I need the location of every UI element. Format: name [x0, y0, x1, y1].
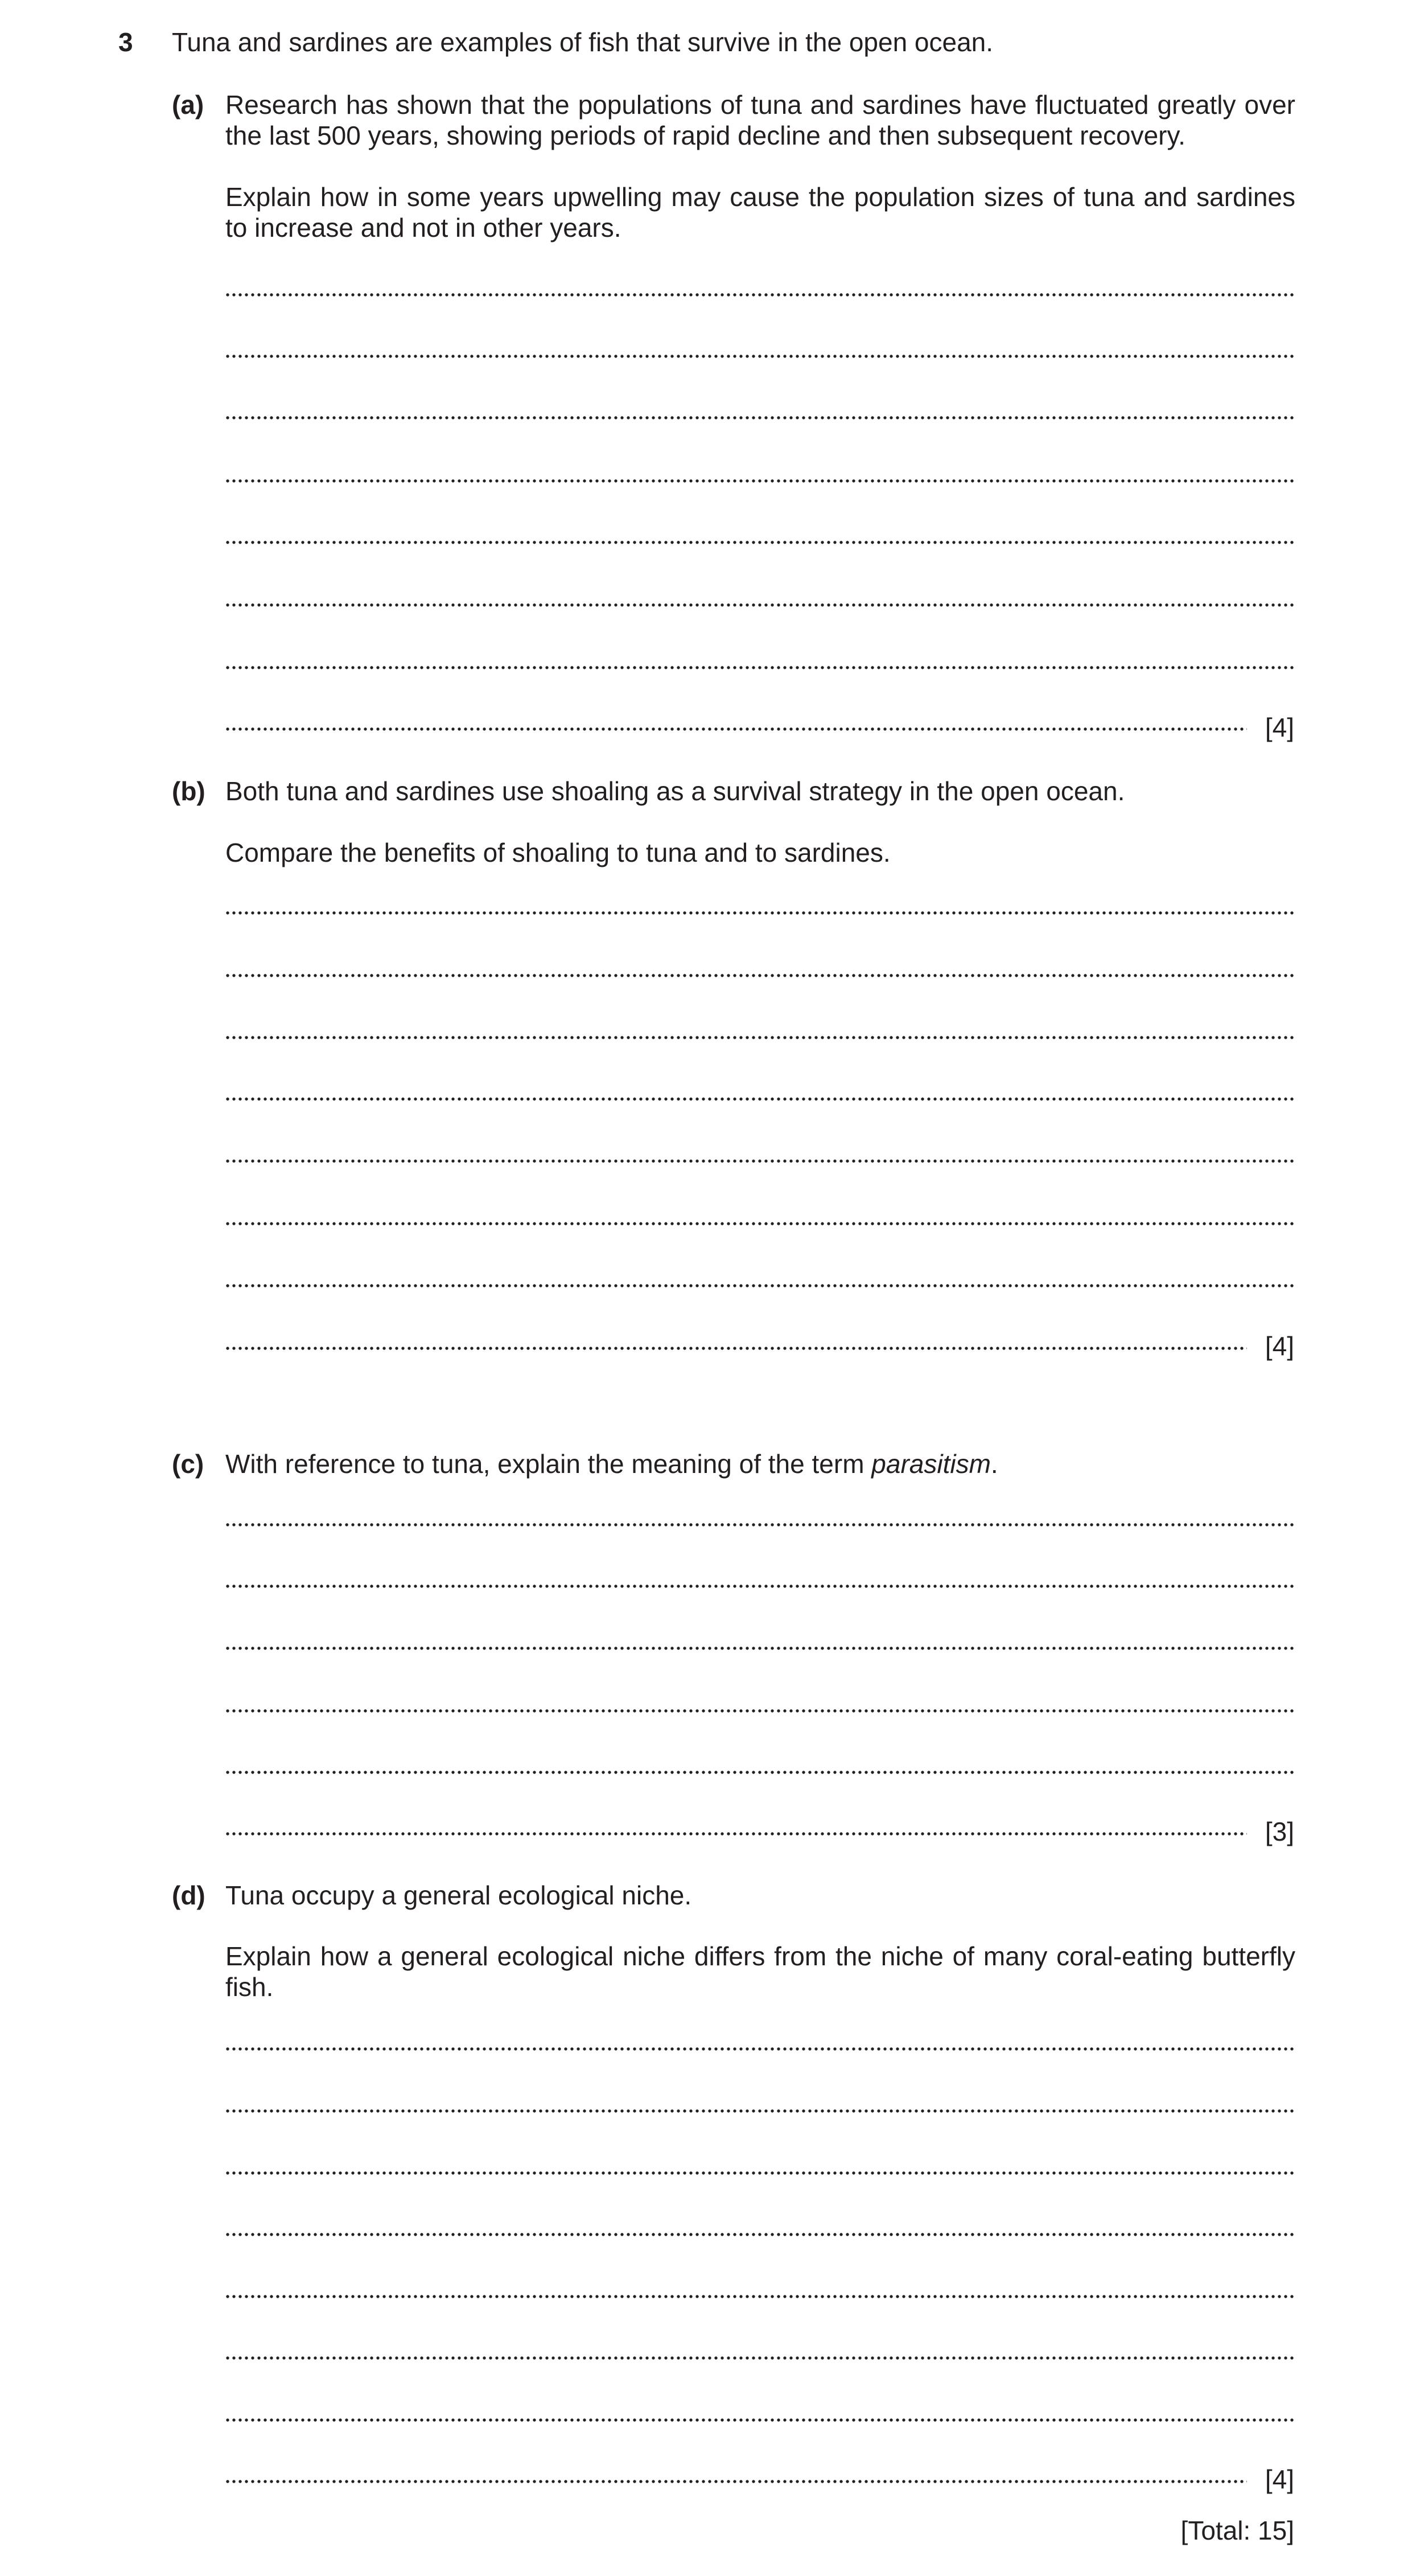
part-d-answer-line[interactable] — [226, 2480, 1247, 2483]
part-d-question: Explain how a general ecological niche differs from the niche of many coral-eating butterfly fish. — [225, 1941, 1295, 2002]
part-b-answer-line[interactable] — [226, 1159, 1294, 1163]
part-d-answer-line[interactable] — [226, 2171, 1294, 2175]
part-b-answer-line[interactable] — [226, 911, 1294, 915]
part-b-label: (b) — [172, 776, 205, 806]
part-d-answer-line[interactable] — [226, 2295, 1294, 2298]
part-b-answer-line[interactable] — [226, 1347, 1247, 1350]
part-d-label: (d) — [172, 1880, 205, 1910]
part-c-answer-line[interactable] — [226, 1585, 1294, 1588]
part-a-label: (a) — [172, 90, 204, 120]
part-a-marks: [4] — [1265, 713, 1294, 742]
question-total: [Total: 15] — [1180, 2516, 1294, 2545]
part-d-marks: [4] — [1265, 2464, 1294, 2494]
part-a-answer-line[interactable] — [226, 416, 1294, 419]
part-a-question: Explain how in some years upwelling may cause the population sizes of tuna and sardines to increase and not in other years. — [225, 182, 1295, 242]
part-a-intro: Research has shown that the populations of tuna and sardines have fluctuated greatly over the last 500 years, showing periods of rapid decline and then subsequent recovery. — [225, 90, 1295, 150]
part-a-answer-line[interactable] — [226, 479, 1294, 483]
part-b-answer-line[interactable] — [226, 1222, 1294, 1225]
part-b-intro: Both tuna and sardines use shoaling as a survival strategy in the open ocean. — [225, 776, 1125, 806]
part-d-intro: Tuna occupy a general ecological niche. — [225, 1880, 692, 1910]
part-c-question-text: With reference to tuna, explain the meaning of the term — [225, 1449, 872, 1479]
part-c-marks: [3] — [1265, 1817, 1294, 1846]
part-d-answer-line[interactable] — [226, 2418, 1294, 2422]
part-b-answer-line[interactable] — [226, 1284, 1294, 1287]
part-a-answer-line[interactable] — [226, 541, 1294, 544]
part-c-question — [225, 1449, 1295, 1479]
part-b-question: Compare the benefits of shoaling to tuna and to sardines. — [225, 838, 891, 867]
part-a-answer-line[interactable] — [226, 355, 1294, 358]
part-a-answer-line[interactable] — [226, 727, 1247, 731]
part-c-question-end: . — [990, 1449, 998, 1479]
part-c-answer-line[interactable] — [226, 1832, 1247, 1836]
question-number: 3 — [118, 27, 133, 57]
part-c-answer-line[interactable] — [226, 1523, 1294, 1526]
part-a-answer-line[interactable] — [226, 666, 1294, 669]
part-b-answer-line[interactable] — [226, 1036, 1294, 1039]
part-a-answer-line[interactable] — [226, 293, 1294, 297]
part-a-answer-line[interactable] — [226, 603, 1294, 607]
part-b-answer-line[interactable] — [226, 974, 1294, 977]
part-d-answer-line[interactable] — [226, 2047, 1294, 2051]
part-d-answer-line[interactable] — [226, 2109, 1294, 2113]
part-c-term: parasitism — [871, 1449, 991, 1479]
part-c-answer-line[interactable] — [226, 1647, 1294, 1650]
part-c-answer-line[interactable] — [226, 1709, 1294, 1713]
part-d-answer-line[interactable] — [226, 2356, 1294, 2360]
part-b-marks: [4] — [1265, 1331, 1294, 1361]
part-b-answer-line[interactable] — [226, 1097, 1294, 1101]
part-d-answer-line[interactable] — [226, 2233, 1294, 2236]
part-c-label: (c) — [172, 1449, 204, 1479]
part-c-answer-line[interactable] — [226, 1771, 1294, 1774]
question-stem: Tuna and sardines are examples of fish that survive in the open ocean. — [172, 27, 994, 57]
